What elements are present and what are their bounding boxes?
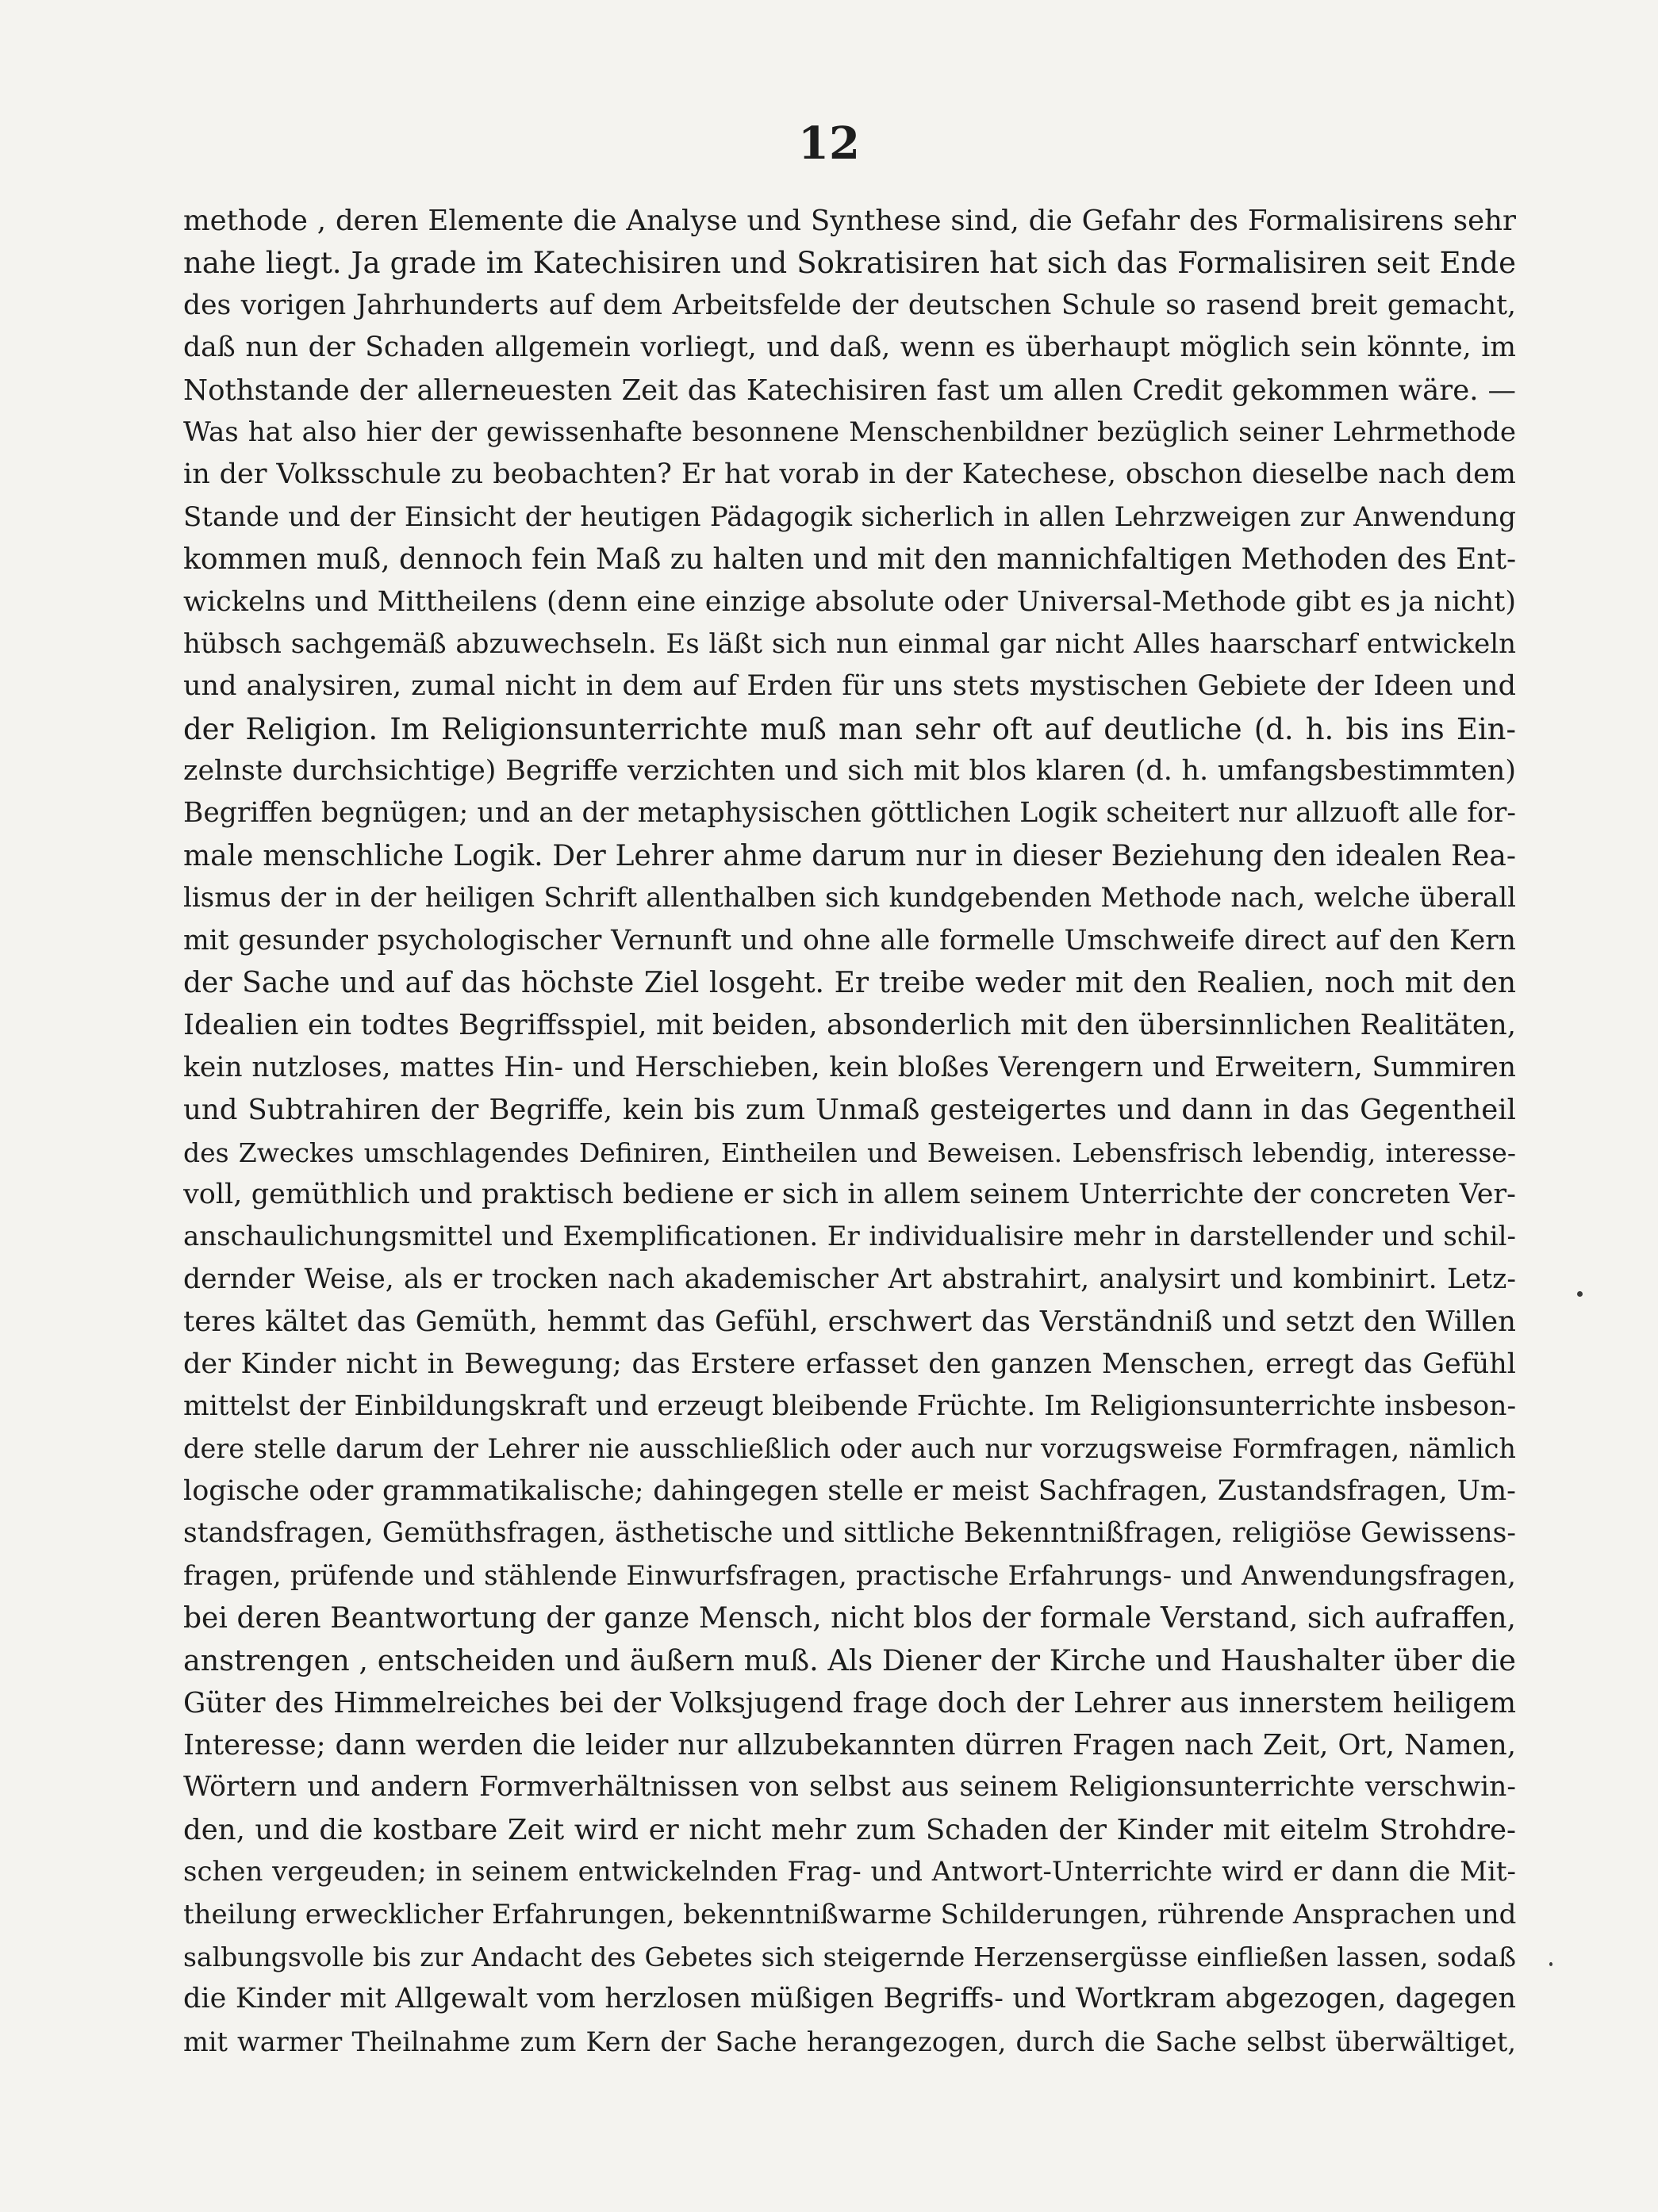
text-line: theilung erwecklicher Erfahrungen, bekenntnißwarme Schilderungen, rührende Ansprachen und <box>183 1898 1516 1930</box>
text-line: der Religion. Im Religionsunterrichte muß man sehr oft auf deutliche (d. h. bis ins Ein- <box>183 711 1516 746</box>
text-line: zelnste durchsichtige) Begriffe verzichten und sich mit blos klaren (d. h. umfangsbestimmten) <box>183 755 1516 788</box>
text-line: anschaulichungsmittel und Exemplificationen. Er individualisire mehr in darstellender und schil- <box>183 1221 1516 1253</box>
text-line: fragen, prüfende und stählende Einwurfsfragen, practische Erfahrungs- und Anwendungsfragen, <box>183 1559 1516 1592</box>
text-line: teres kältet das Gemüth, hemmt das Gefühl, erschwert das Verständniß und setzt den Willen <box>183 1305 1516 1339</box>
text-line: dere stelle darum der Lehrer nie ausschließlich oder auch nur vorzugsweise Formfragen, nämlich <box>183 1433 1516 1465</box>
text-line: standsfragen, Gemüthsfragen, ästhetische und sittliche Bekenntnißfragen, religiöse Gewissens- <box>183 1517 1516 1550</box>
text-line: und analysiren, zumal nicht in dem auf Erden für uns stets mystischen Gebiete der Ideen und <box>183 670 1516 703</box>
text-line: und Subtrahiren der Begriffe, kein bis zum Unmaß gesteigertes und dann in das Gegentheil <box>183 1094 1516 1127</box>
text-line: in der Volksschule zu beobachten? Er hat vorab in der Katechese, obschon dieselbe nach dem <box>183 458 1516 491</box>
text-line: mittelst der Einbildungskraft und erzeugt bleibende Früchte. Im Religionsunterrichte insbeson- <box>183 1390 1516 1422</box>
text-line: Güter des Himmelreiches bei der Volksjugend frage doch der Lehrer aus innerstem heiligem <box>183 1686 1516 1719</box>
text-line: bei deren Beantwortung der ganze Mensch, nicht blos der formale Verstand, sich aufraffen, <box>183 1601 1516 1635</box>
text-line: der Sache und auf das höchste Ziel losgeht. Er treibe weder mit den Realien, noch mit den <box>183 967 1516 1000</box>
text-line: Stande und der Einsicht der heutigen Pädagogik sicherlich in allen Lehrzweigen zur Anwendung <box>183 500 1516 533</box>
text-line: Wörtern und andern Formverhältnissen von selbst aus seinem Religionsunterrichte verschwin- <box>183 1771 1516 1804</box>
text-line: hübsch sachgemäß abzuwechseln. Es läßt sich nun einmal gar nicht Alles haarscharf entwickeln <box>183 627 1516 660</box>
ink-speck <box>1577 1291 1583 1297</box>
text-line: den, und die kostbare Zeit wird er nicht mehr zum Schaden der Kinder mit eitelm Strohdre- <box>183 1813 1516 1846</box>
text-line: logische oder grammatikalische; dahingegen stelle er meist Sachfragen, Zustandsfragen, Um- <box>183 1474 1516 1507</box>
page-number: 12 <box>798 117 860 170</box>
text-line: des vorigen Jahrhunderts auf dem Arbeitsfelde der deutschen Schule so rasend breit gemacht, <box>183 289 1516 321</box>
text-line: anstrengen , entscheiden und äußern muß. Als Diener der Kirche und Haushalter über die <box>183 1643 1516 1678</box>
ink-speck <box>1549 1962 1552 1966</box>
text-line: mit gesunder psychologischer Vernunft und ohne alle formelle Umschweife direct auf den Kern <box>183 924 1516 956</box>
text-line: methode , deren Elemente die Analyse und Synthese sind, die Gefahr des Formalisirens sehr <box>183 205 1516 237</box>
text-line: schen vergeuden; in seinem entwickelnden Frag- und Antwort-Unterrichte wird er dann die Mit- <box>183 1856 1516 1888</box>
text-line: salbungsvolle bis zur Andacht des Gebetes sich steigernde Herzensergüsse einfließen lassen, sodaß <box>183 1942 1516 1973</box>
text-line: lismus der in der heiligen Schrift allenthalben sich kundgebenden Methode nach, welche überall <box>183 882 1516 914</box>
body-text <box>183 200 1516 2063</box>
text-line: male menschliche Logik. Der Lehrer ahme darum nur in dieser Beziehung den idealen Rea- <box>183 839 1516 872</box>
text-line: dernder Weise, als er trocken nach akademischer Art abstrahirt, analysirt und kombinirt. Letz- <box>183 1263 1516 1295</box>
text-line: nahe liegt. Ja grade im Katechisiren und Sokratisiren hat sich das Formalisiren seit Ende <box>183 246 1516 281</box>
text-line: kein nutzloses, mattes Hin- und Herschieben, kein bloßes Verengern und Erweitern, Summiren <box>183 1051 1516 1083</box>
text-line: des Zweckes umschlagendes Definiren, Eintheilen und Beweisen. Lebensfrisch lebendig, interesse- <box>183 1137 1516 1168</box>
text-line: Was hat also hier der gewissenhafte besonnene Menschenbildner bezüglich seiner Lehrmethode <box>183 416 1516 448</box>
text-line: kommen muß, dennoch fein Maß zu halten und mit den mannichfaltigen Methoden des Ent- <box>183 543 1516 577</box>
text-line: Begriffen begnügen; und an der metaphysischen göttlichen Logik scheitert nur allzuoft alle for- <box>183 797 1516 830</box>
text-line: Interesse; dann werden die leider nur allzubekannten dürren Fragen nach Zeit, Ort, Namen, <box>183 1729 1516 1762</box>
text-line: Nothstande der allerneuesten Zeit das Katechisiren fast um allen Credit gekommen wäre. — <box>183 374 1516 407</box>
text-line: voll, gemüthlich und praktisch bediene er sich in allem seinem Unterrichte der concreten Ver- <box>183 1178 1516 1210</box>
text-line: die Kinder mit Allgewalt vom herzlosen müßigen Begriffs- und Wortkram abgezogen, dagegen <box>183 1983 1516 2015</box>
text-line: mit warmer Theilnahme zum Kern der Sache herangezogen, durch die Sache selbst überwältiget, <box>183 2026 1516 2057</box>
text-line: wickelns und Mittheilens (denn eine einzige absolute oder Universal-Methode gibt es ja nicht) <box>183 585 1516 618</box>
text-line: Idealien ein todtes Begriffsspiel, mit beiden, absonderlich mit den übersinnlichen Realitäten, <box>183 1009 1516 1042</box>
text-line: daß nun der Schaden allgemein vorliegt, und daß, wenn es überhaupt möglich sein könnte, im <box>183 332 1516 364</box>
text-line: der Kinder nicht in Bewegung; das Erstere erfasset den ganzen Menschen, erregt das Gefühl <box>183 1348 1516 1380</box>
